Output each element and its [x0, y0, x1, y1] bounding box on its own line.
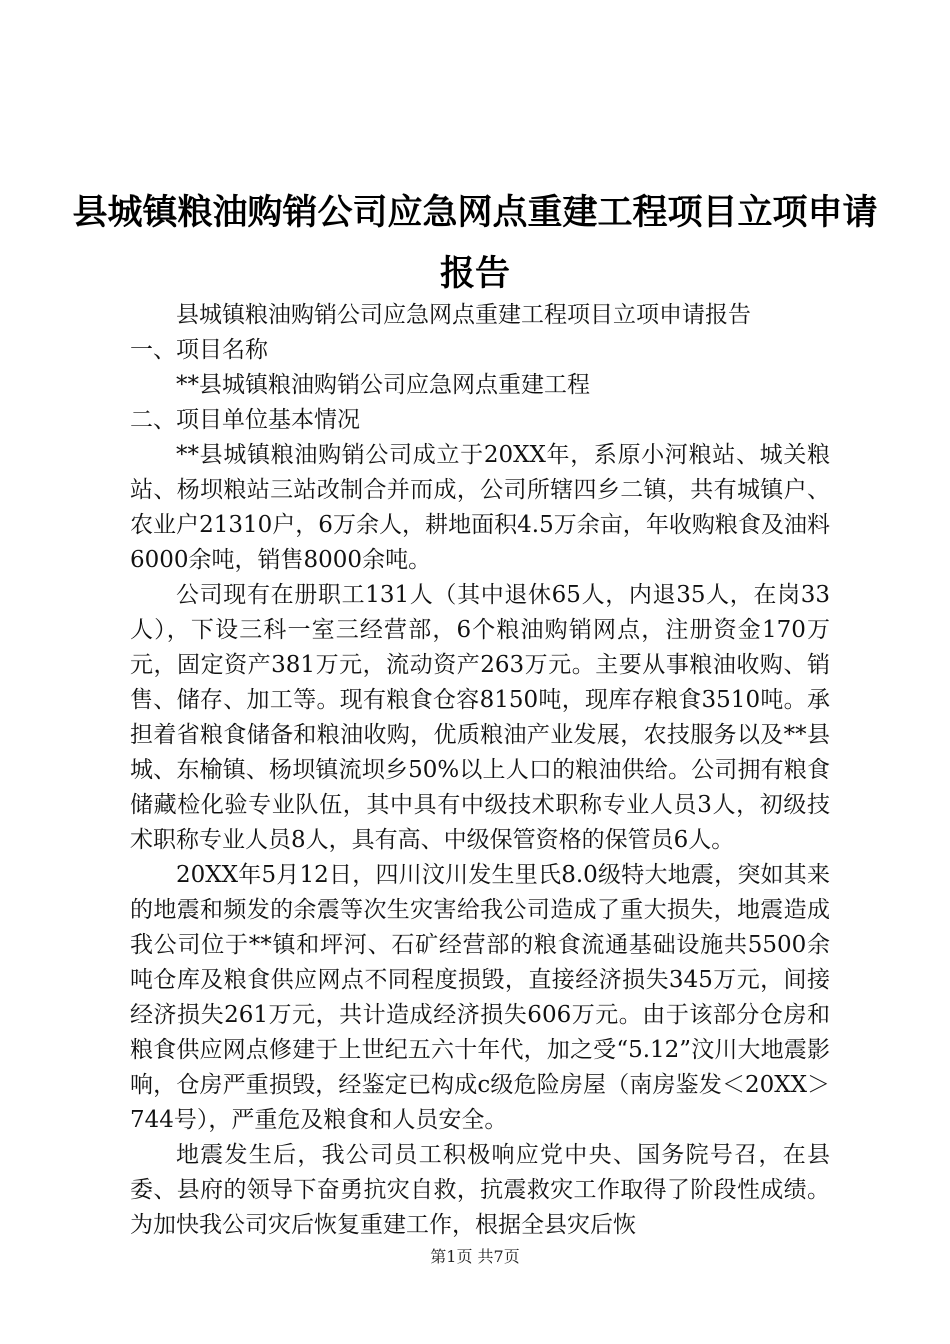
document-title: 县城镇粮油购销公司应急网点重建工程项目立项申请报告 [72, 193, 878, 294]
paragraph-company-staff: 公司现有在册职工131人（其中退休65人，内退35人，在岗33人），下设三科一室三经营部，6个粮油购销网点，注册资金170万元，固定资产381万元，流动资产263万元。主要从事粮油收购、销售、储存、加工等。现有粮食仓容8150吨，现库存粮食3510吨。承担着省粮食储备和粮油收购，优质粮油产业发展，农技服务以及**县城、东榆镇、杨坝镇流坝乡50%以上人口的粮油供给。公司拥有粮食储藏检化验专业队伍，其中具有中级技术职称专业人员3人，初级技术职称专业人员8人，具有高、中级保管资格的保管员6人。 [130, 582, 830, 853]
paragraph-project-name: **县城镇粮油购销公司应急网点重建工程 [176, 372, 590, 398]
paragraph-reconstruction: 地震发生后，我公司员工积极响应党中央、国务院号召，在县委、县府的领导下奋勇抗灾自救，抗震救灾工作取得了阶段性成绩。为加快我公司灾后恢复重建工作，根据全县灾后恢 [130, 1142, 830, 1238]
document-body [130, 298, 830, 1243]
section-heading-project-name: 一、项目名称 [130, 337, 268, 363]
paragraph-heading-repeat: 县城镇粮油购销公司应急网点重建工程项目立项申请报告 [176, 302, 751, 328]
paragraph-company-intro: **县城镇粮油购销公司成立于20XX年，系原小河粮站、城关粮站、杨坝粮站三站改制合并而成，公司所辖四乡二镇，共有城镇户、农业户21310户，6万余人，耕地面积4.5万余亩，年收购粮食及油料6000余吨，销售8000余吨。 [130, 442, 830, 573]
page-footer: 第1页 共7页 [430, 1247, 520, 1266]
section-heading-unit-info: 二、项目单位基本情况 [130, 407, 360, 433]
paragraph-earthquake: 20XX年5月12日，四川汶川发生里氏8.0级特大地震，突如其来的地震和频发的余震等次生灾害给我公司造成了重大损失，地震造成我公司位于**镇和坪河、石矿经营部的粮食流通基础设施共5500余吨仓库及粮食供应网点不同程度损毁，直接经济损失345万元，间接经济损失261万元，共计造成经济损失606万元。由于该部分仓房和粮食供应网点修建于上世纪五六十年代，加之受“5.12”汶川大地震影响，仓房严重损毁，经鉴定已构成c级危险房屋（南房鉴发＜20XX＞744号），严重危及粮食和人员安全。 [130, 862, 830, 1133]
